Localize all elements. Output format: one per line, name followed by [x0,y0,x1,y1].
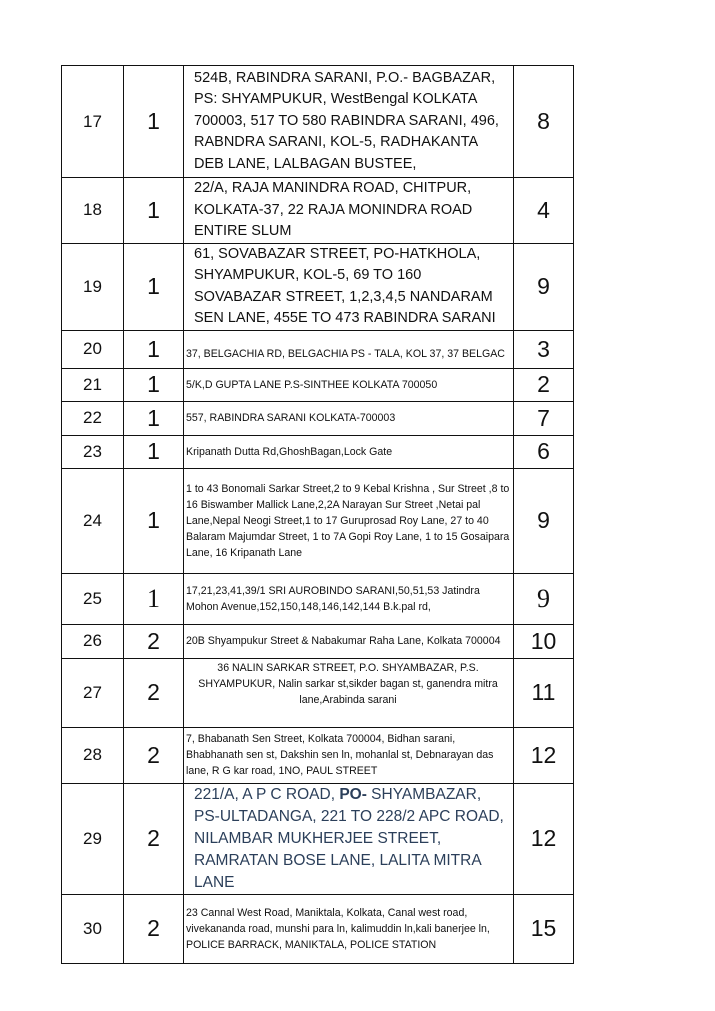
ward-cell: 2 [124,783,184,894]
count-cell: 3 [514,330,574,368]
count-cell: 11 [514,658,574,727]
count-cell: 8 [514,66,574,178]
table-row [62,243,574,330]
address-part: 221/A, A P C ROAD, [194,785,340,803]
table-row [62,468,574,573]
ward-cell: 1 [124,368,184,401]
address-cell [184,783,514,894]
count-cell: 12 [514,783,574,894]
address-cell: 5/K,D GUPTA LANE P.S-SINTHEE KOLKATA 700050 [184,368,514,401]
table-row [62,624,574,658]
ward-cell: 2 [124,624,184,658]
serial-cell: 30 [62,894,124,963]
table-row [62,330,574,368]
address-cell: 36 NALIN SARKAR STREET, P.O. SHYAMBAZAR, P.S. SHYAMPUKUR, Nalin sarkar st,sikder bagan st, ganendra mitra lane,Arabinda sarani [184,658,514,727]
table-row [62,658,574,727]
count-cell: 6 [514,435,574,468]
table-row [62,178,574,244]
table-row [62,894,574,963]
serial-cell: 28 [62,727,124,783]
serial-cell: 27 [62,658,124,727]
address-cell: 17,21,23,41,39/1 SRI AUROBINDO SARANI,50,51,53 Jatindra Mohon Avenue,152,150,148,146,142,144 B.k.pal rd, [184,573,514,624]
address-part-bold: PO- [339,785,367,803]
ward-cell: 1 [124,435,184,468]
serial-cell: 29 [62,783,124,894]
ward-cell: 1 [124,401,184,435]
count-cell: 4 [514,178,574,244]
count-cell: 15 [514,894,574,963]
address-cell: 524B, RABINDRA SARANI, P.O.- BAGBAZAR, PS: SHYAMPUKUR, WestBengal KOLKATA 700003, 517 TO 580 RABINDRA SARANI, 496, RABNDRA SARANI, KOL-5, RADHAKANTA DEB LANE, LALBAGAN BUSTEE, [184,66,514,178]
serial-cell: 24 [62,468,124,573]
count-cell: 9 [514,468,574,573]
address-cell: 23 Cannal West Road, Maniktala, Kolkata, Canal west road, vivekananda road, munshi para ln, kalimuddin ln,kali banerjee ln, POLICE BARRACK, MANIKTALA, POLICE STATION [184,894,514,963]
address-cell: 20B Shyampukur Street & Nabakumar Raha Lane, Kolkata 700004 [184,624,514,658]
table-row [62,66,574,178]
serial-cell: 19 [62,243,124,330]
serial-cell: 17 [62,66,124,178]
count-cell: 2 [514,368,574,401]
ward-cell: 2 [124,658,184,727]
ward-cell: 1 [124,178,184,244]
address-cell: 37, BELGACHIA RD, BELGACHIA PS - TALA, KOL 37, 37 BELGAC [184,330,514,368]
ward-cell: 1 [124,468,184,573]
address-cell: 61, SOVABAZAR STREET, PO-HATKHOLA, SHYAMPUKUR, KOL-5, 69 TO 160 SOVABAZAR STREET, 1,2,3,4,5 NANDARAM SEN LANE, 455E TO 473 RABINDRA SARANI [184,243,514,330]
address-cell: 1 to 43 Bonomali Sarkar Street,2 to 9 Kebal Krishna , Sur Street ,8 to 16 Biswamber Mallick Lane,2,2A Narayan Sur Street ,Netai pal Lane,Nepal Neogi Street,1 to 17 Guruprosad Roy Lane, 27 to 40 Balaram Majumdar Street, 1 to 7A Gopi Roy Lane, 1 to 15 Gosaipara Lane, 16 Kripanath Lane [184,468,514,573]
serial-cell: 22 [62,401,124,435]
serial-cell: 26 [62,624,124,658]
table-row [62,573,574,624]
serial-cell: 18 [62,178,124,244]
count-cell: 12 [514,727,574,783]
table-row [62,368,574,401]
address-cell: 557, RABINDRA SARANI KOLKATA-700003 [184,401,514,435]
address-cell: 22/A, RAJA MANINDRA ROAD, CHITPUR, KOLKATA-37, 22 RAJA MONINDRA ROAD ENTIRE SLUM [184,178,514,244]
ward-cell: 2 [124,894,184,963]
ward-cell: 1 [124,330,184,368]
ward-cell: 2 [124,727,184,783]
count-cell: 9 [514,243,574,330]
table-row [62,401,574,435]
count-cell: 9 [514,573,574,624]
table-row [62,783,574,894]
count-cell: 10 [514,624,574,658]
serial-cell: 25 [62,573,124,624]
ward-cell: 1 [124,243,184,330]
count-cell: 7 [514,401,574,435]
address-part: SHYAMBAZAR, PS-ULTADANGA, 221 TO 228/2 APC ROAD, NILAMBAR MUKHERJEE STREET, RAMRATAN BOSE LANE, LALITA MITRA LANE [194,785,504,891]
table-row [62,727,574,783]
ward-cell: 1 [124,66,184,178]
serial-cell: 23 [62,435,124,468]
serial-cell: 20 [62,330,124,368]
ward-cell: 1 [124,573,184,624]
address-cell: Kripanath Dutta Rd,GhoshBagan,Lock Gate [184,435,514,468]
table-row [62,435,574,468]
ward-address-table [61,65,574,964]
serial-cell: 21 [62,368,124,401]
address-cell: 7, Bhabanath Sen Street, Kolkata 700004, Bidhan sarani, Bhabhanath sen st, Dakshin sen ln, mohanlal st, Debnarayan das lane, R G kar road, 1NO, PAUL STREET [184,727,514,783]
